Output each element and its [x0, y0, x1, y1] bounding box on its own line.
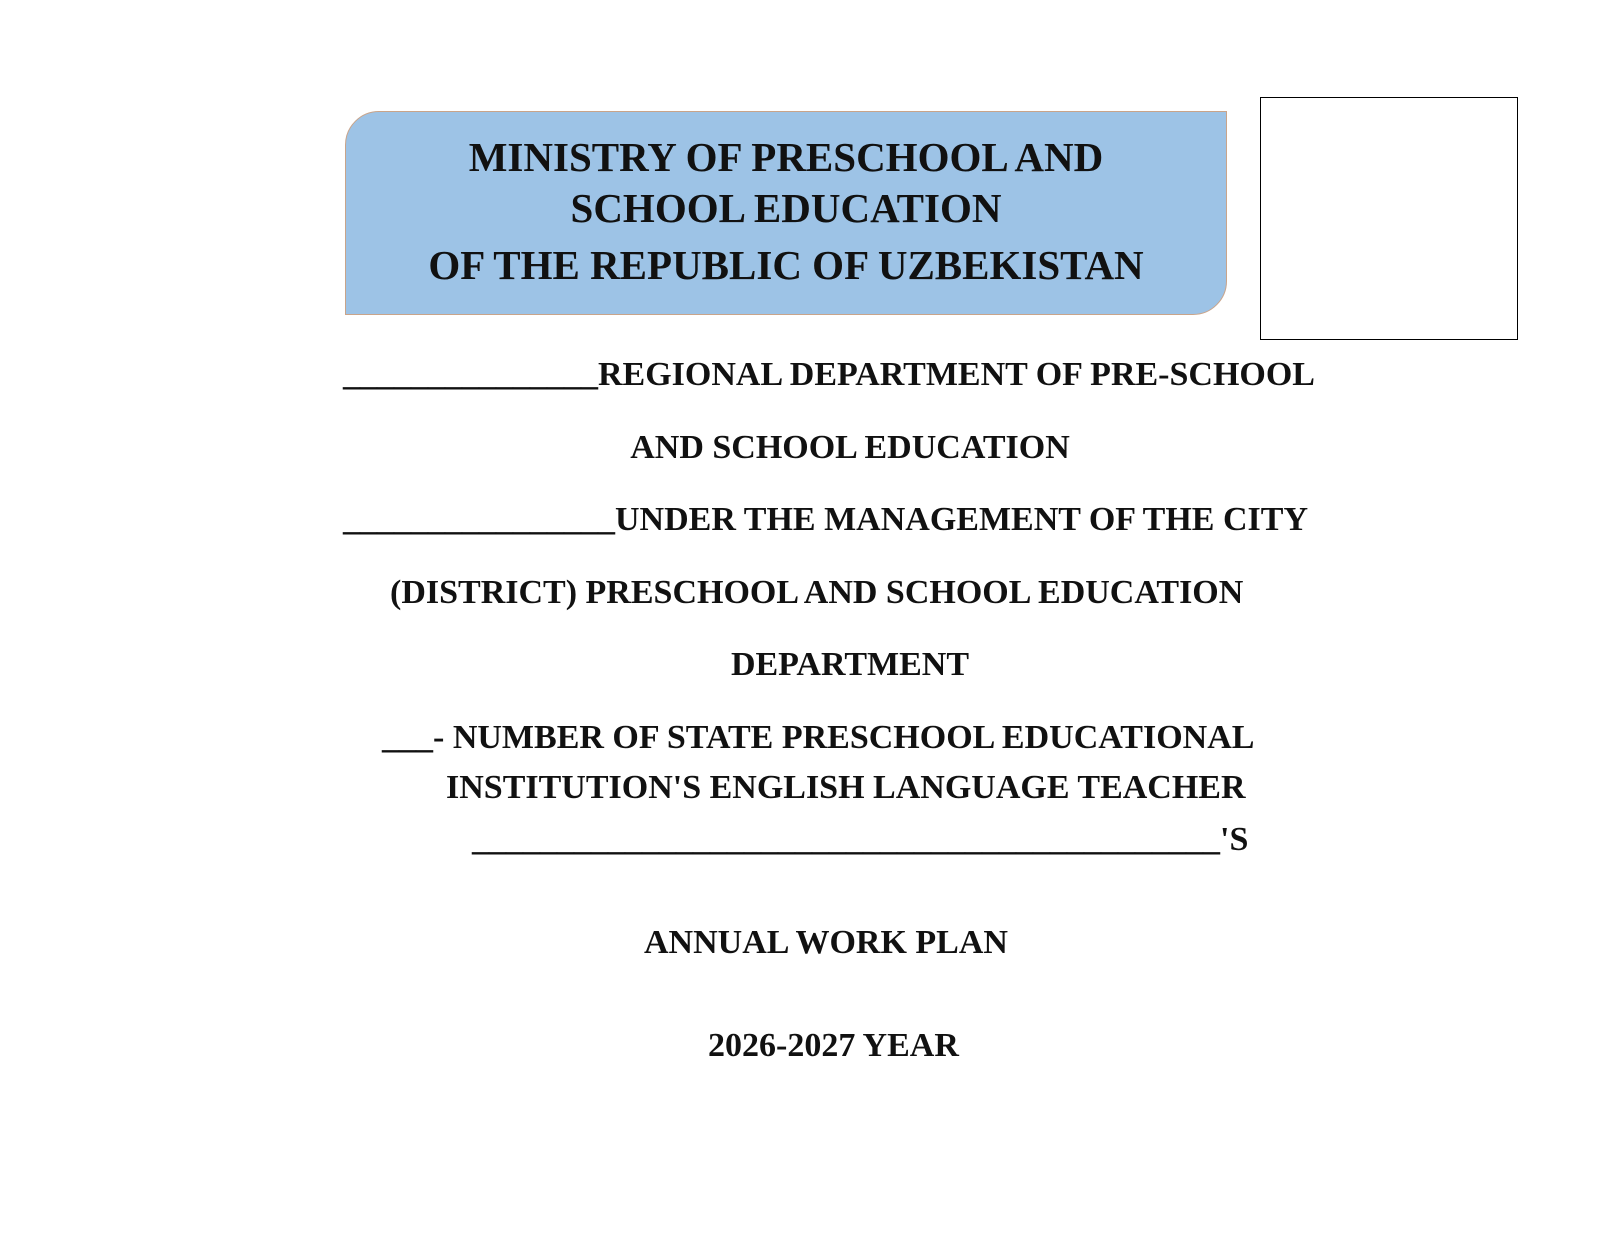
regional-department-line-1: _______________REGIONAL DEPARTMENT OF PRE-SCHOOL — [343, 356, 1315, 393]
ministry-header-banner — [345, 111, 1227, 315]
ministry-title-line-1: MINISTRY OF PRESCHOOL AND — [468, 134, 1104, 180]
city-management-line-1: ________________UNDER THE MANAGEMENT OF THE CITY — [343, 501, 1308, 538]
annual-work-plan-title: ANNUAL WORK PLAN — [644, 924, 1008, 961]
city-management-line-2: (DISTRICT) PRESCHOOL AND SCHOOL EDUCATION — [390, 574, 1244, 611]
plan-year: 2026-2027 YEAR — [708, 1027, 959, 1064]
institution-line-1: ___- NUMBER OF STATE PRESCHOOL EDUCATIONAL — [382, 719, 1255, 756]
teacher-name-blank-line: ____________________________________________'S — [472, 821, 1249, 858]
photo-placeholder-box — [1260, 97, 1518, 340]
institution-line-2: INSTITUTION'S ENGLISH LANGUAGE TEACHER — [446, 769, 1246, 806]
regional-department-line-2: AND SCHOOL EDUCATION — [630, 429, 1070, 466]
ministry-title-line-3: OF THE REPUBLIC OF UZBEKISTAN — [428, 242, 1144, 288]
city-management-line-3: DEPARTMENT — [730, 646, 970, 683]
ministry-title-line-2: SCHOOL EDUCATION — [570, 185, 1002, 231]
